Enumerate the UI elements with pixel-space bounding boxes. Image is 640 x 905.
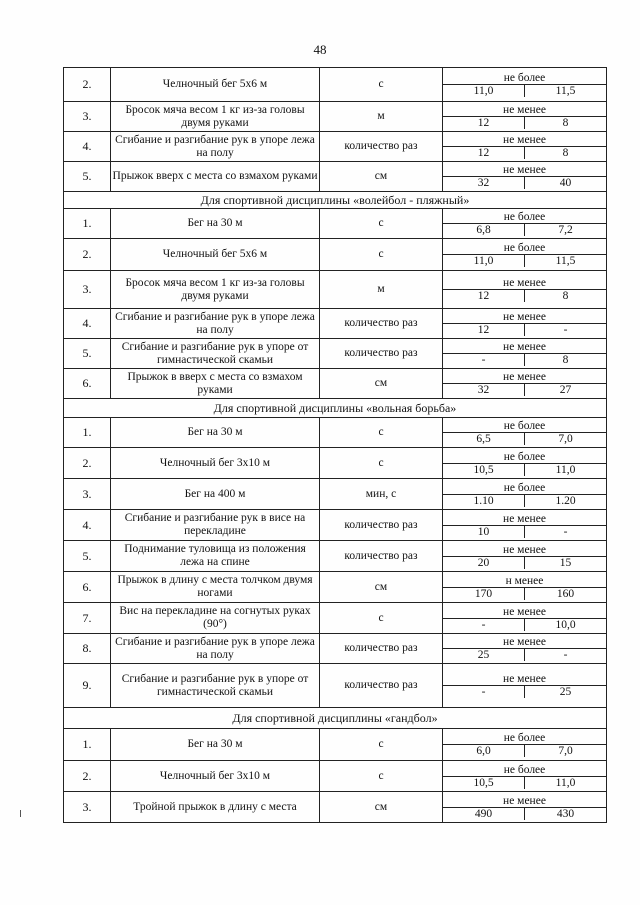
table-row <box>64 68 607 102</box>
norm-value-boys: 6,8 <box>443 224 525 236</box>
unit-cell: с <box>320 761 443 792</box>
norm-pair <box>443 556 606 569</box>
table-row <box>64 271 607 309</box>
exercise-name: Вис на перекладине на согнутых руках (90°) <box>111 603 320 634</box>
norm-values <box>443 603 607 634</box>
row-number: 5. <box>64 162 111 192</box>
table-row <box>64 603 607 634</box>
norm-value-boys: 11,0 <box>443 255 525 267</box>
norm-value-boys: 12 <box>443 147 525 159</box>
norm-value-boys: - <box>443 354 525 366</box>
unit-cell: количество раз <box>320 634 443 664</box>
standards-table <box>63 67 607 823</box>
row-number: 6. <box>64 369 111 399</box>
exercise-name: Прыжок в длину с места толчком двумя ногами <box>111 572 320 603</box>
norm-value-girls: 1.20 <box>555 494 576 507</box>
exercise-name: Челночный бег 5х6 м <box>111 68 320 102</box>
norm-values <box>443 729 607 761</box>
exercise-name: Сгибание и разгибание рук в упоре от гимнастической скамьи <box>111 339 320 369</box>
norm-value-boys: 12 <box>443 324 525 336</box>
row-number: 9. <box>64 664 111 708</box>
norm-condition: не менее <box>503 605 546 618</box>
unit-cell: количество раз <box>320 339 443 369</box>
norm-value-boys: - <box>443 686 525 698</box>
exercise-name: Бросок мяча весом 1 кг из-за головы двумя руками <box>111 271 320 309</box>
exercise-name: Бег на 30 м <box>111 418 320 448</box>
exercise-name: Прыжок вверх с места со взмахом руками <box>111 162 320 192</box>
unit-cell: см <box>320 572 443 603</box>
norm-values <box>443 309 607 339</box>
table-row <box>64 132 607 162</box>
section-header-row <box>64 192 607 209</box>
norm-value-girls: 11,5 <box>555 85 576 97</box>
norm-pair <box>443 744 606 757</box>
exercise-name: Сгибание и разгибание рук в упоре лежа на полу <box>111 634 320 664</box>
section-title: Для спортивной дисциплины «волейбол - пляжный» <box>64 192 607 209</box>
norm-pair <box>443 146 606 159</box>
table-row <box>64 162 607 192</box>
section-header-row <box>64 399 607 418</box>
norm-value-girls: 40 <box>559 177 572 189</box>
norm-condition: не менее <box>503 164 546 176</box>
unit-cell: с <box>320 448 443 479</box>
exercise-name: Сгибание и разгибание рук в упоре лежа на полу <box>111 309 320 339</box>
norm-value-girls: 8 <box>562 117 569 129</box>
table-row <box>64 634 607 664</box>
norm-value-boys: 32 <box>443 177 525 189</box>
norm-value-boys: 12 <box>443 117 525 129</box>
norm-values <box>443 162 607 192</box>
norm-values <box>443 369 607 399</box>
unit-cell: см <box>320 792 443 823</box>
norm-value-boys: 11,0 <box>443 85 525 97</box>
norm-value-girls: 7,0 <box>558 433 573 445</box>
norm-value-boys: 490 <box>443 808 525 820</box>
norm-value-boys: 6,5 <box>443 433 525 445</box>
table-row <box>64 448 607 479</box>
norm-value-girls: 430 <box>556 807 575 820</box>
norm-value-girls: - <box>563 324 568 336</box>
norm-values <box>443 634 607 664</box>
exercise-name: Челночный бег 3х10 м <box>111 761 320 792</box>
unit-cell: количество раз <box>320 132 443 162</box>
unit-cell: см <box>320 369 443 399</box>
norm-condition: не более <box>503 450 546 463</box>
row-number: 3. <box>64 792 111 823</box>
unit-cell: количество раз <box>320 541 443 572</box>
table-row <box>64 479 607 510</box>
norm-values <box>443 132 607 162</box>
norm-condition: не более <box>503 72 546 84</box>
norm-values <box>443 209 607 239</box>
scan-artifact <box>20 810 21 817</box>
row-number: 2. <box>64 68 111 102</box>
section-title: Для спортивной дисциплины «гандбол» <box>64 708 607 729</box>
norm-condition: не менее <box>503 543 546 556</box>
norm-pair <box>443 84 606 97</box>
row-number: 2. <box>64 448 111 479</box>
norm-pair <box>443 587 606 600</box>
unit-cell: м <box>320 102 443 132</box>
norm-value-girls: 10,0 <box>555 618 576 631</box>
norm-condition: не менее <box>503 673 546 685</box>
norm-value-boys: 1.10 <box>443 495 525 507</box>
norm-pair <box>443 648 606 661</box>
norm-pair <box>443 289 606 302</box>
unit-cell: количество раз <box>320 309 443 339</box>
norm-values <box>443 479 607 510</box>
exercise-name: Сгибание и разгибание рук в упоре от гимнастической скамьи <box>111 664 320 708</box>
norm-condition: не менее <box>503 311 546 323</box>
row-number: 1. <box>64 729 111 761</box>
norm-value-boys: 6,0 <box>443 745 525 757</box>
norm-value-girls: 11,5 <box>555 255 576 267</box>
norm-condition: не более <box>503 763 546 776</box>
norm-pair <box>443 323 606 336</box>
unit-cell: мин, с <box>320 479 443 510</box>
norm-pair <box>443 116 606 129</box>
norm-value-boys: 10 <box>443 526 525 538</box>
exercise-name: Сгибание и разгибание рук в висе на перекладине <box>111 510 320 541</box>
row-number: 2. <box>64 239 111 271</box>
exercise-name: Поднимание туловища из положения лежа на спине <box>111 541 320 572</box>
norm-value-boys: 12 <box>443 290 525 302</box>
table-row <box>64 309 607 339</box>
norm-value-girls: - <box>563 649 568 661</box>
row-number: 5. <box>64 541 111 572</box>
row-number: 4. <box>64 309 111 339</box>
norm-value-girls: 25 <box>559 686 572 698</box>
norm-pair <box>443 383 606 396</box>
row-number: 3. <box>64 271 111 309</box>
table-row <box>64 102 607 132</box>
norm-value-girls: 11,0 <box>555 463 576 476</box>
norm-pair <box>443 685 606 698</box>
table-row <box>64 510 607 541</box>
norm-condition: не менее <box>503 371 546 383</box>
norm-value-boys: 10,5 <box>443 777 525 789</box>
norm-value-girls: 8 <box>562 147 569 159</box>
exercise-name: Челночный бег 3х10 м <box>111 448 320 479</box>
table-row <box>64 572 607 603</box>
row-number: 4. <box>64 132 111 162</box>
norm-condition: не менее <box>503 104 546 116</box>
norm-values <box>443 418 607 448</box>
norm-value-boys: 170 <box>443 588 525 600</box>
row-number: 4. <box>64 510 111 541</box>
section-header-row <box>64 708 607 729</box>
norm-values <box>443 541 607 572</box>
row-number: 7. <box>64 603 111 634</box>
norm-pair <box>443 223 606 236</box>
unit-cell: количество раз <box>320 510 443 541</box>
row-number: 2. <box>64 761 111 792</box>
norm-condition: не менее <box>503 636 546 648</box>
exercise-name: Тройной прыжок в длину с места <box>111 792 320 823</box>
table-row <box>64 541 607 572</box>
unit-cell: см <box>320 162 443 192</box>
norm-condition: не менее <box>503 277 546 289</box>
row-number: 1. <box>64 418 111 448</box>
table-row <box>64 761 607 792</box>
norm-pair <box>443 254 606 267</box>
norm-values <box>443 572 607 603</box>
norm-value-girls: 7,0 <box>558 745 573 757</box>
norm-condition: н менее <box>505 574 544 587</box>
unit-cell: с <box>320 603 443 634</box>
exercise-name: Бег на 30 м <box>111 729 320 761</box>
unit-cell: м <box>320 271 443 309</box>
norm-pair <box>443 776 606 789</box>
unit-cell: с <box>320 418 443 448</box>
exercise-name: Челночный бег 5х6 м <box>111 239 320 271</box>
norm-condition: не более <box>503 211 546 223</box>
norm-condition: не более <box>503 242 546 254</box>
table-row <box>64 239 607 271</box>
norm-value-boys: 32 <box>443 384 525 396</box>
norm-value-girls: 11,0 <box>555 776 576 789</box>
row-number: 8. <box>64 634 111 664</box>
section-title: Для спортивной дисциплины «вольная борьба» <box>64 399 607 418</box>
norm-value-girls: 27 <box>559 384 572 396</box>
norm-pair <box>443 176 606 189</box>
table-row <box>64 664 607 708</box>
norm-value-girls: 8 <box>562 354 569 366</box>
norm-condition: не более <box>503 732 546 744</box>
norm-value-girls: 8 <box>562 290 569 302</box>
norm-values <box>443 510 607 541</box>
norm-values <box>443 271 607 309</box>
norm-condition: не менее <box>503 794 546 807</box>
norm-condition: не более <box>503 420 546 432</box>
norm-values <box>443 448 607 479</box>
exercise-name: Сгибание и разгибание рук в упоре лежа на полу <box>111 132 320 162</box>
norm-pair <box>443 807 606 820</box>
norm-value-boys: 25 <box>443 649 525 661</box>
exercise-name: Бег на 30 м <box>111 209 320 239</box>
norm-value-girls: 160 <box>556 587 575 600</box>
norm-pair <box>443 432 606 445</box>
unit-cell: количество раз <box>320 664 443 708</box>
row-number: 6. <box>64 572 111 603</box>
norm-condition: не менее <box>503 341 546 353</box>
row-number: 3. <box>64 102 111 132</box>
page-number: 48 <box>313 42 327 57</box>
norm-condition: не более <box>503 481 546 494</box>
norm-value-girls: - <box>563 525 568 538</box>
norm-condition: не менее <box>503 512 546 525</box>
exercise-name: Бросок мяча весом 1 кг из-за головы двумя руками <box>111 102 320 132</box>
norm-value-boys: 20 <box>443 557 525 569</box>
norm-values <box>443 68 607 102</box>
norm-values <box>443 239 607 271</box>
norm-pair <box>443 618 606 631</box>
table-row <box>64 792 607 823</box>
row-number: 1. <box>64 209 111 239</box>
norm-values <box>443 792 607 823</box>
norm-value-boys: 10,5 <box>443 464 525 476</box>
norm-values <box>443 761 607 792</box>
norm-value-girls: 15 <box>559 556 572 569</box>
norm-value-boys: - <box>443 619 525 631</box>
exercise-name: Прыжок в вверх с места со взмахом руками <box>111 369 320 399</box>
norm-pair <box>443 494 606 507</box>
unit-cell: с <box>320 209 443 239</box>
table-row <box>64 418 607 448</box>
unit-cell: с <box>320 729 443 761</box>
exercise-name: Бег на 400 м <box>111 479 320 510</box>
unit-cell: с <box>320 239 443 271</box>
table-row <box>64 369 607 399</box>
norm-condition: не менее <box>503 134 546 146</box>
norm-values <box>443 339 607 369</box>
row-number: 3. <box>64 479 111 510</box>
norm-value-girls: 7,2 <box>558 224 573 236</box>
norm-pair <box>443 525 606 538</box>
norm-pair <box>443 353 606 366</box>
table-row <box>64 209 607 239</box>
norm-pair <box>443 463 606 476</box>
row-number: 5. <box>64 339 111 369</box>
norm-values <box>443 664 607 708</box>
table-row <box>64 339 607 369</box>
norm-values <box>443 102 607 132</box>
table-row <box>64 729 607 761</box>
unit-cell: с <box>320 68 443 102</box>
